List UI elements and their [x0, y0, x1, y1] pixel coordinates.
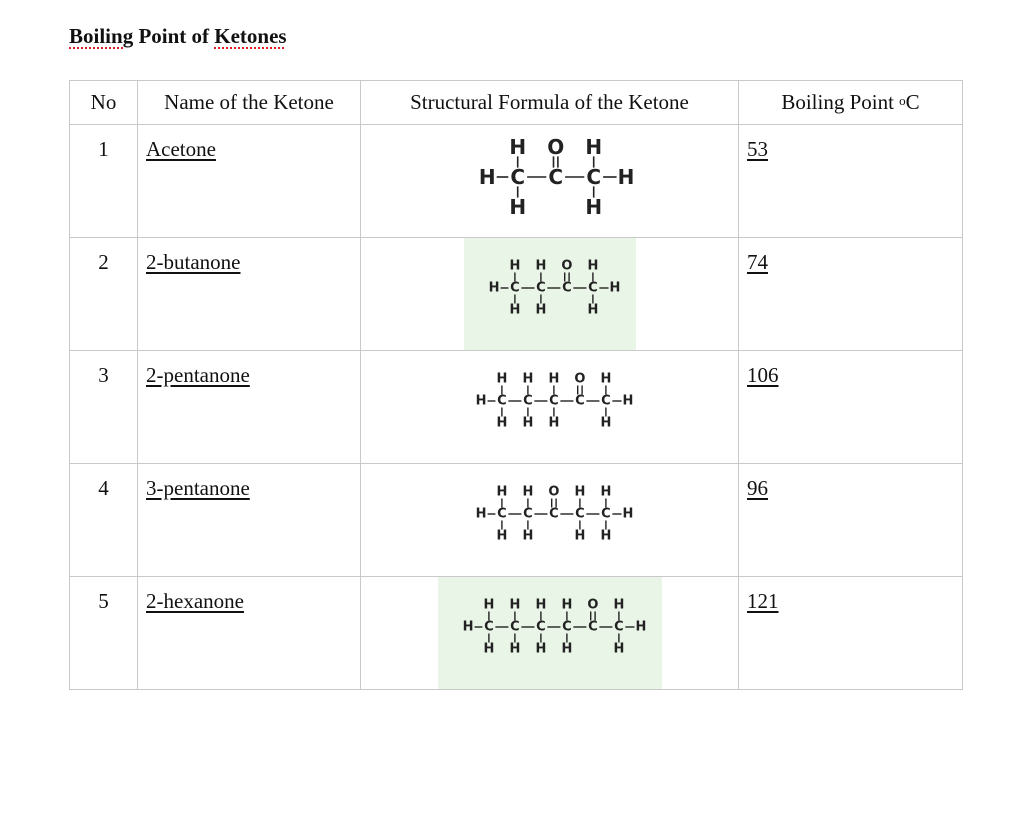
table-row: [70, 125, 963, 238]
header-boiling-point: [739, 81, 963, 125]
atom-o: O: [587, 597, 599, 613]
atom-c: C: [484, 619, 494, 635]
ketone-name-link[interactable]: Acetone: [146, 137, 216, 161]
atom-o: O: [574, 371, 586, 387]
molecule-svg: [361, 464, 739, 565]
atom-h: H: [522, 528, 534, 544]
title-word-boiling: Boiling: [69, 24, 134, 48]
atom-h: H: [509, 258, 521, 274]
ketone-name-cell: [138, 125, 361, 238]
atom-h: H: [613, 597, 625, 613]
atom-h: H: [548, 371, 560, 387]
table-row: [70, 351, 963, 464]
atom-c: C: [549, 393, 559, 409]
boiling-point-cell: [739, 238, 963, 351]
atom-h: H: [522, 484, 534, 500]
atom-h: H: [509, 302, 521, 318]
atom-h: H: [535, 641, 547, 657]
boiling-point-cell: [739, 464, 963, 577]
boiling-point-link[interactable]: 106: [747, 363, 779, 387]
atom-h: H: [478, 165, 496, 189]
atom-h: H: [574, 484, 586, 500]
atom-c: C: [575, 393, 585, 409]
page-title: [69, 24, 287, 49]
atom-c: C: [614, 619, 624, 635]
atom-h: H: [622, 393, 634, 409]
boiling-point-link[interactable]: 96: [747, 476, 768, 500]
atom-c: C: [536, 619, 546, 635]
boiling-point-cell: [739, 577, 963, 690]
atom-c: C: [549, 506, 559, 522]
structural-formula-cell: [361, 125, 739, 238]
structural-formula-cell: [361, 351, 739, 464]
atom-c: C: [536, 280, 546, 296]
row-number: 4: [70, 464, 138, 577]
boiling-point-link[interactable]: 74: [747, 250, 768, 274]
molecule-svg: [361, 351, 739, 452]
atom-c: C: [575, 506, 585, 522]
atom-c: C: [562, 619, 572, 635]
row-number: 1: [70, 125, 138, 238]
header-name: Name of the Ketone: [138, 81, 361, 125]
header-boiling-point-label: Boiling Point: [781, 90, 894, 114]
title-word-point-of: Point of: [138, 24, 210, 48]
atom-h: H: [496, 484, 508, 500]
boiling-point-cell: [739, 125, 963, 238]
atom-h: H: [496, 371, 508, 387]
atom-h: H: [483, 641, 495, 657]
atom-c: C: [497, 393, 507, 409]
atom-c: C: [510, 165, 526, 189]
atom-c: C: [601, 393, 611, 409]
atom-h: H: [535, 258, 547, 274]
atom-h: H: [600, 528, 612, 544]
molecule-svg: [361, 577, 739, 678]
structural-formula: [361, 464, 738, 576]
atom-h: H: [522, 415, 534, 431]
atom-o: O: [548, 484, 560, 500]
structural-formula: [361, 238, 738, 350]
atom-c: C: [510, 619, 520, 635]
atom-h: H: [488, 280, 500, 296]
table-row: [70, 238, 963, 351]
boiling-point-cell: [739, 351, 963, 464]
structural-formula: [361, 125, 738, 237]
atom-c: C: [548, 165, 564, 189]
structural-formula: [361, 577, 738, 689]
atom-h: H: [509, 195, 527, 219]
structural-formula-cell: [361, 238, 739, 351]
table-header-row: [70, 81, 963, 125]
atom-h: H: [613, 641, 625, 657]
molecule-svg: [361, 238, 739, 339]
atom-h: H: [522, 371, 534, 387]
atom-h: H: [462, 619, 474, 635]
atom-h: H: [609, 280, 621, 296]
atom-h: H: [509, 641, 521, 657]
ketone-name-cell: [138, 238, 361, 351]
ketone-name-cell: [138, 351, 361, 464]
atom-h: H: [483, 597, 495, 613]
ketone-name-link[interactable]: 2-butanone: [146, 250, 241, 274]
atom-h: H: [587, 302, 599, 318]
table-row: [70, 464, 963, 577]
atom-h: H: [548, 415, 560, 431]
row-number: 2: [70, 238, 138, 351]
structural-formula: [361, 351, 738, 463]
header-no: No: [70, 81, 138, 125]
row-number: 5: [70, 577, 138, 690]
atom-h: H: [509, 597, 521, 613]
atom-h: H: [587, 258, 599, 274]
title-word-ketones: Ketones: [214, 24, 287, 48]
atom-h: H: [600, 415, 612, 431]
atom-h: H: [585, 135, 603, 159]
atom-h: H: [574, 528, 586, 544]
header-boiling-point-unit: C: [905, 90, 920, 114]
ketone-table: [69, 80, 963, 690]
ketone-name-link[interactable]: 2-pentanone: [146, 363, 250, 387]
row-number: 3: [70, 351, 138, 464]
structural-formula-cell: [361, 464, 739, 577]
atom-c: C: [523, 506, 533, 522]
atom-c: C: [523, 393, 533, 409]
boiling-point-link[interactable]: 53: [747, 137, 768, 161]
atom-c: C: [588, 280, 598, 296]
atom-h: H: [635, 619, 647, 635]
atom-h: H: [600, 371, 612, 387]
atom-o: O: [547, 135, 565, 159]
atom-h: H: [585, 195, 603, 219]
boiling-point-link[interactable]: 121: [747, 589, 779, 613]
atom-h: H: [600, 484, 612, 500]
atom-h: H: [617, 165, 635, 189]
atom-h: H: [561, 597, 573, 613]
ketone-name-link[interactable]: 2-hexanone: [146, 589, 244, 613]
atom-o: O: [561, 258, 573, 274]
atom-h: H: [509, 135, 527, 159]
degree-sign: o: [899, 93, 906, 108]
atom-h: H: [496, 528, 508, 544]
atom-h: H: [475, 506, 487, 522]
atom-c: C: [497, 506, 507, 522]
atom-c: C: [586, 165, 602, 189]
ketone-name-link[interactable]: 3-pentanone: [146, 476, 250, 500]
atom-h: H: [561, 641, 573, 657]
atom-c: C: [510, 280, 520, 296]
atom-h: H: [622, 506, 634, 522]
atom-c: C: [601, 506, 611, 522]
atom-h: H: [475, 393, 487, 409]
table-row: [70, 577, 963, 690]
molecule-svg: [361, 125, 739, 226]
header-structure: Structural Formula of the Ketone: [361, 81, 739, 125]
ketone-name-cell: [138, 464, 361, 577]
atom-h: H: [535, 597, 547, 613]
ketone-name-cell: [138, 577, 361, 690]
structural-formula-cell: [361, 577, 739, 690]
atom-h: H: [496, 415, 508, 431]
atom-h: H: [535, 302, 547, 318]
atom-c: C: [588, 619, 598, 635]
atom-c: C: [562, 280, 572, 296]
